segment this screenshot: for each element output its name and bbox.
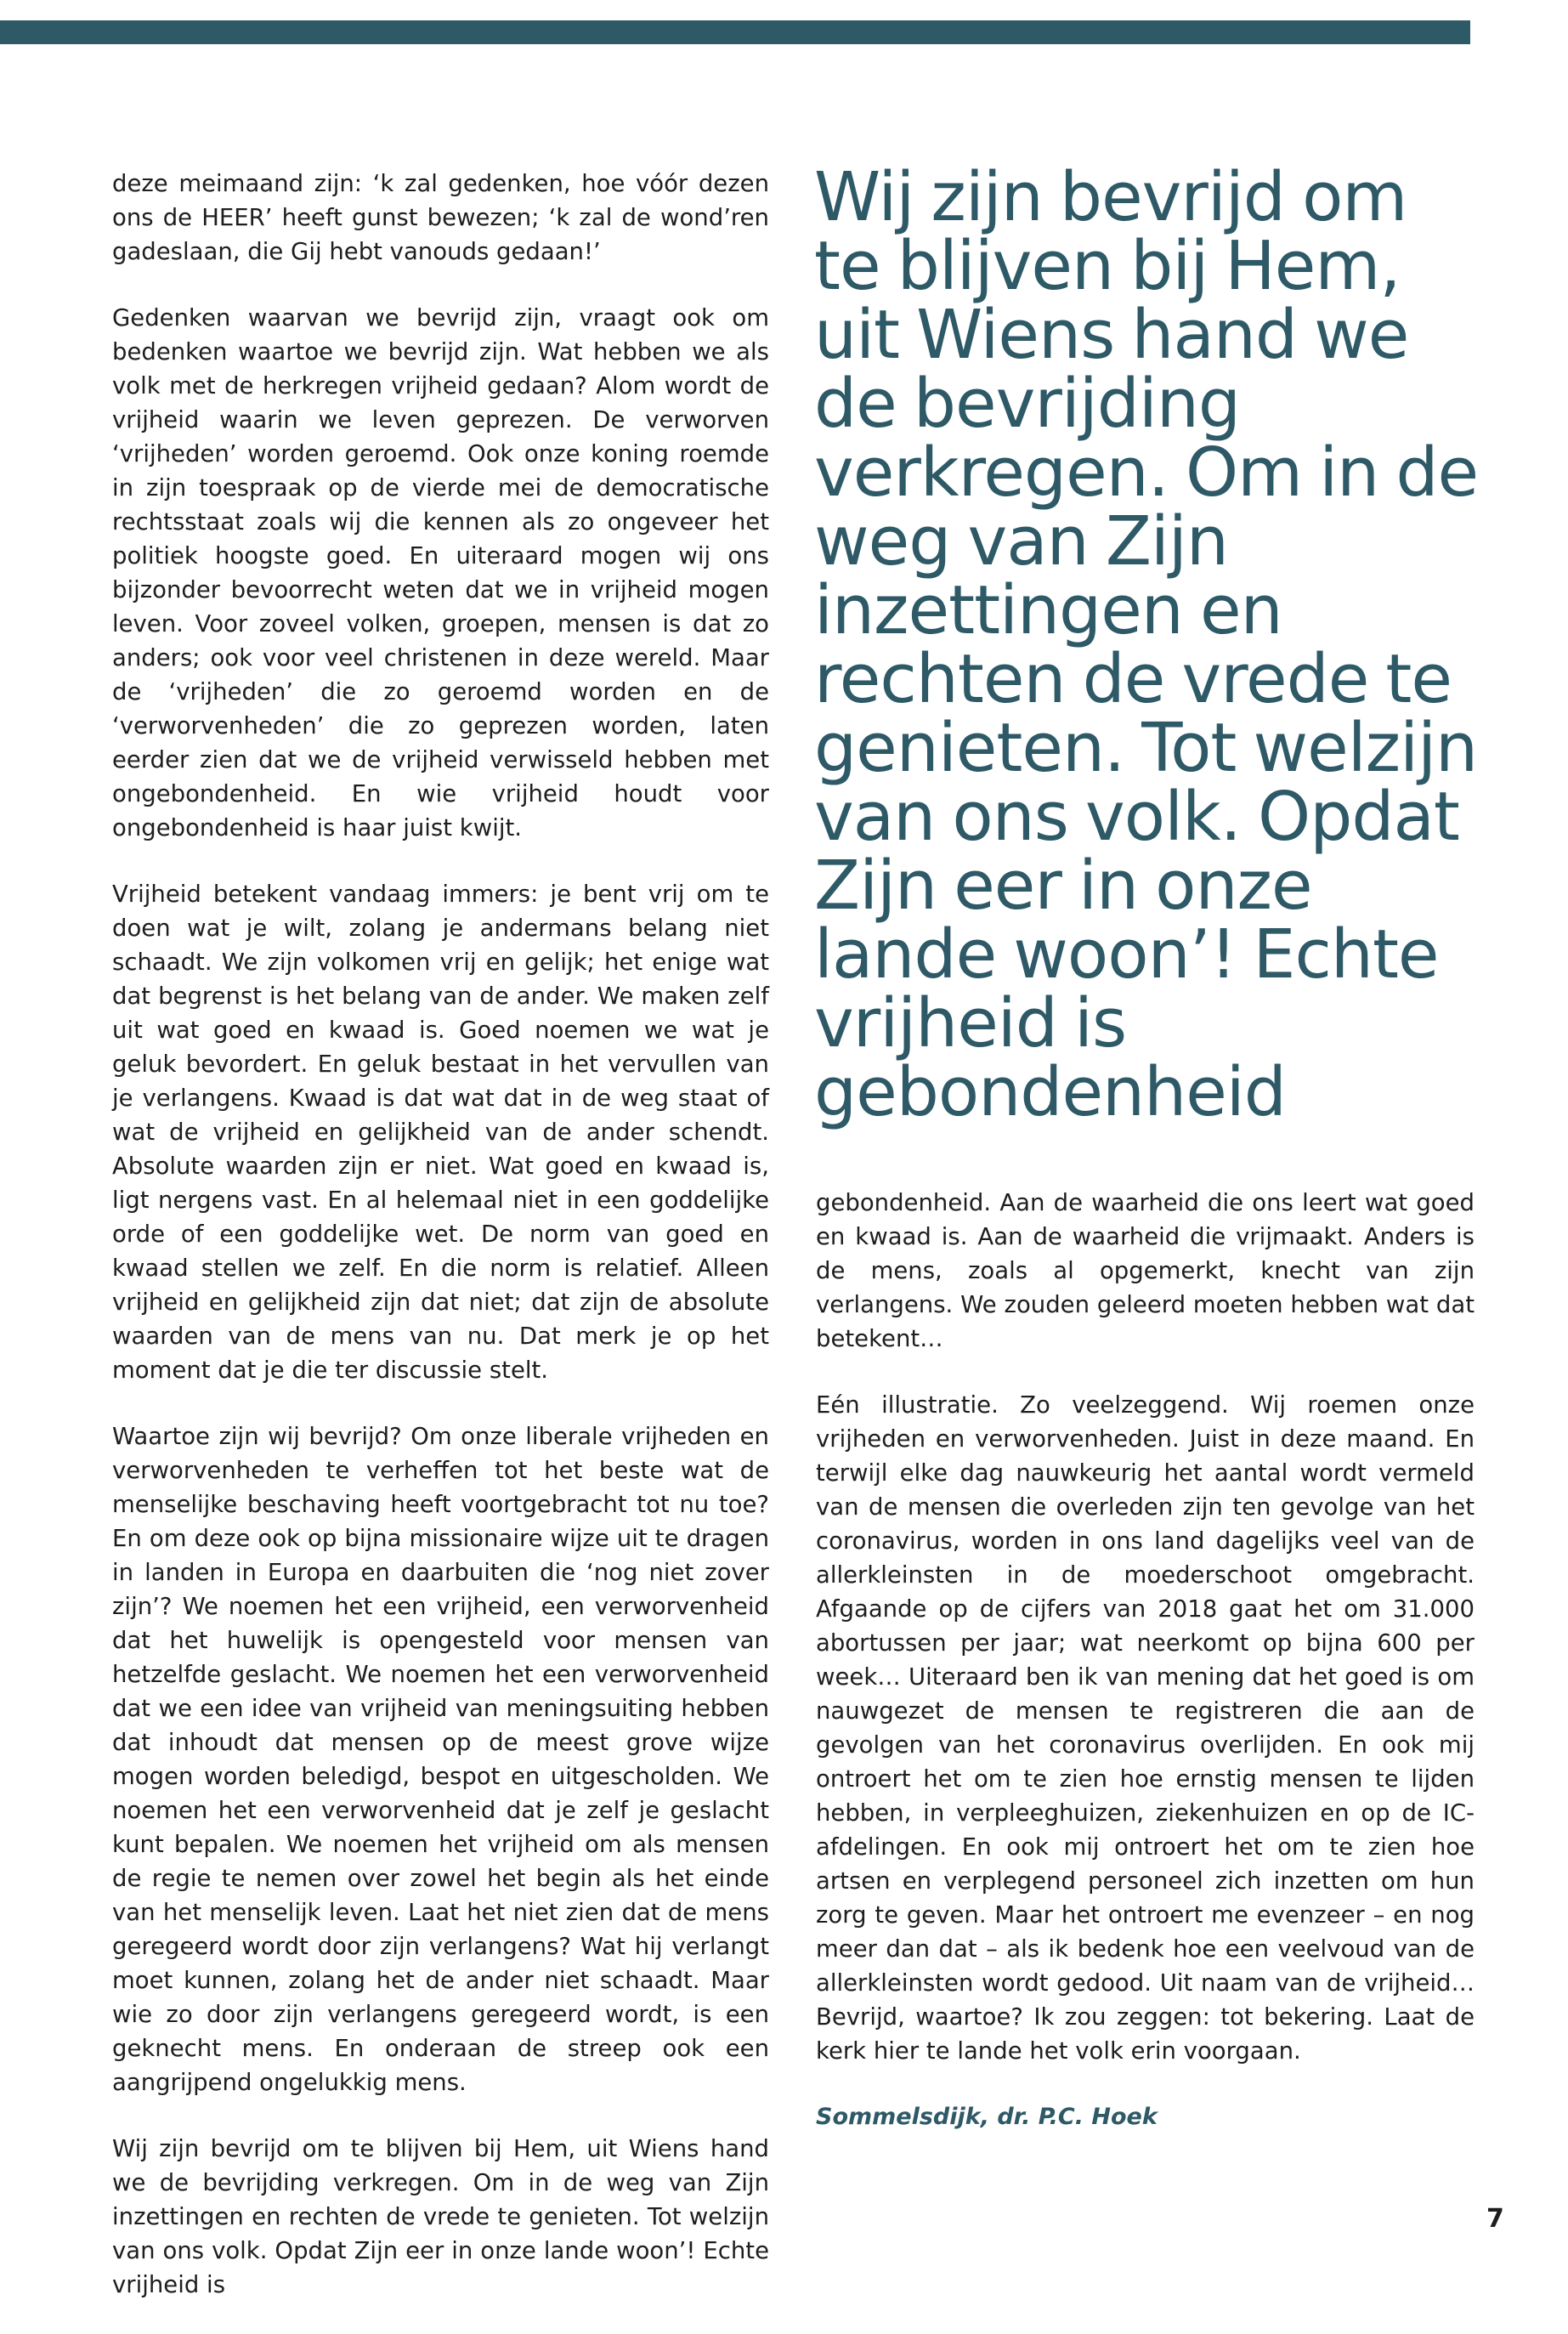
paragraph: Wij zijn bevrijd om te blijven bij Hem, uit Wiens hand we de bevrijding verkregen. Om in de weg van Zijn inzettingen en rechten de vrede te genieten. Tot welzijn van ons volk. Opdat Zijn eer in onze lande woon’! Echte vrijheid is [112, 2135, 769, 2298]
pull-quote: Wij zijn bevrijd om te blijven bij Hem, uit Wiens hand we de bevrijding verkregen. Om in de weg van Zijn inzettingen en rechten de vrede te genieten. Tot welzijn van ons volk. Opdat Zijn eer in onze lande woon’! Echte vrijheid is gebondenheid [814, 158, 1479, 1131]
author-signature: Sommelsdijk, dr. P.C. Hoek [816, 2104, 1158, 2130]
paragraph: Vrijheid betekent vandaag immers: je bent vrij om te doen wat je wilt, zolang je andermans belang niet schaadt. We zijn volkomen vrij en gelijk; het enige wat dat begrenst is het belang van de ander. We maken zelf uit wat goed en kwaad is. Goed noemen we wat je geluk bevordert. En geluk bestaat in het vervullen van je verlangens. Kwaad is dat wat dat in de weg staat of wat de vrijheid en gelijkheid van de ander schendt. Absolute waarden zijn er niet. Wat goed en kwaad is, ligt nergens vast. En al helemaal niet in een goddelijke orde of een goddelijke wet. De norm van goed en kwaad stellen we zelf. En die norm is relatief. Alleen vrijheid en gelijkheid zijn dat niet; dat zijn de absolute waarden van de mens van nu. Dat merk je op het moment dat je die ter discussie stelt. [112, 881, 769, 1384]
paragraph: deze meimaand zijn: ‘k zal gedenken, hoe vóór dezen ons de HEER’ heeft gunst bewezen; ‘k zal de wond’ren gadeslaan, die Gij hebt vanouds gedaan!’ [112, 170, 769, 265]
paragraph: gebondenheid. Aan de waarheid die ons leert wat goed en kwaad is. Aan de waarheid die vrijmaakt. Anders is de mens, zoals al opgemerkt, knecht van zijn verlangens. We zouden geleerd moeten hebben wat dat betekent… [816, 1189, 1475, 1352]
paragraph: Waartoe zijn wij bevrijd? Om onze liberale vrijheden en verworvenheden te verheffen tot het beste wat de menselijke beschaving heeft voortgebracht tot nu toe? En om deze ook op bijna missionaire wijze uit te dragen in landen in Europa en daarbuiten die ‘nog niet zover zijn’? We noemen het een vrijheid, een verworvenheid dat het huwelijk is opengesteld voor mensen van hetzelfde geslacht. We noemen het een verworvenheid dat we een idee van vrijheid van meningsuiting hebben dat inhoudt dat mensen op de meest grove wijze mogen worden beledigd, bespot en uitgescholden. We noemen het een verworvenheid dat je zelf je geslacht kunt bepalen. We noemen het vrijheid om als mensen de regie te nemen over zowel het begin als het einde van het menselijk leven. Laat het niet zien dat de mens geregeerd wordt door zijn verlangens? Wat hij verlangt moet kunnen, zolang het de ander niet schaadt. Maar wie zo door zijn verlangens geregeerd wordt, is een geknecht mens. En onderaan de streep ook een aangrijpend ongelukkig mens. [112, 1423, 769, 2096]
right-column [816, 1186, 1475, 2100]
page-number: 7 [1486, 2204, 1504, 2234]
paragraph: Eén illustratie. Zo veelzeggend. Wij roemen onze vrijheden en verworvenheden. Juist in deze maand. En terwijl elke dag nauwkeurig het aantal wordt vermeld van de mensen die overleden zijn ten gevolge van het coronavirus, worden in ons land dagelijks veel van de allerkleinsten in de moederschoot omgebracht. Afgaande op de cijfers van 2018 gaat het om 31.000 abortussen per jaar; wat neerkomt op bijna 600 per week… Uiteraard ben ik van mening dat het goed is om nauwgezet de mensen te registreren die aan de gevolgen van het coronavirus overlijden. En ook mij ontroert het om te zien hoe ernstig mensen te lijden hebben, in verpleeghuizen, ziekenhuizen en op de IC-afdelingen. En ook mij ontroert het om te zien hoe artsen en verplegend personeel zich inzetten om hun zorg te geven. Maar het ontroert me evenzeer – en nog meer dan dat – als ik bedenk hoe een veelvoud van de allerkleinsten wordt gedood. Uit naam van de vrijheid… Bevrijd, waartoe? Ik zou zeggen: tot bekering. Laat de kerk hier te lande het volk erin voorgaan. [816, 1391, 1475, 2065]
left-column [112, 167, 769, 2334]
top-accent-bar [0, 20, 1470, 44]
paragraph: Gedenken waarvan we bevrijd zijn, vraagt ook om bedenken waartoe we bevrijd zijn. Wat hebben we als volk met de herkregen vrijheid gedaan? Alom wordt de vrijheid waarin we leven geprezen. De verworven ‘vrijheden’ worden geroemd. Ook onze koning roemde in zijn toespraak op de vierde mei de democratische rechtsstaat zoals wij die kennen als zo ongeveer het politiek hoogste goed. En uiteraard mogen wij ons bijzonder bevoorrecht weten dat we in vrijheid mogen leven. Voor zoveel volken, groepen, mensen is dat zo anders; ook voor veel christenen in deze wereld. Maar de ‘vrijheden’ die zo geroemd worden en de ‘verworvenheden’ die zo geprezen worden, laten eerder zien dat we de vrijheid verwisseld hebben met ongebondenheid. En wie vrijheid houdt voor ongebondenheid is haar juist kwijt. [112, 304, 769, 841]
